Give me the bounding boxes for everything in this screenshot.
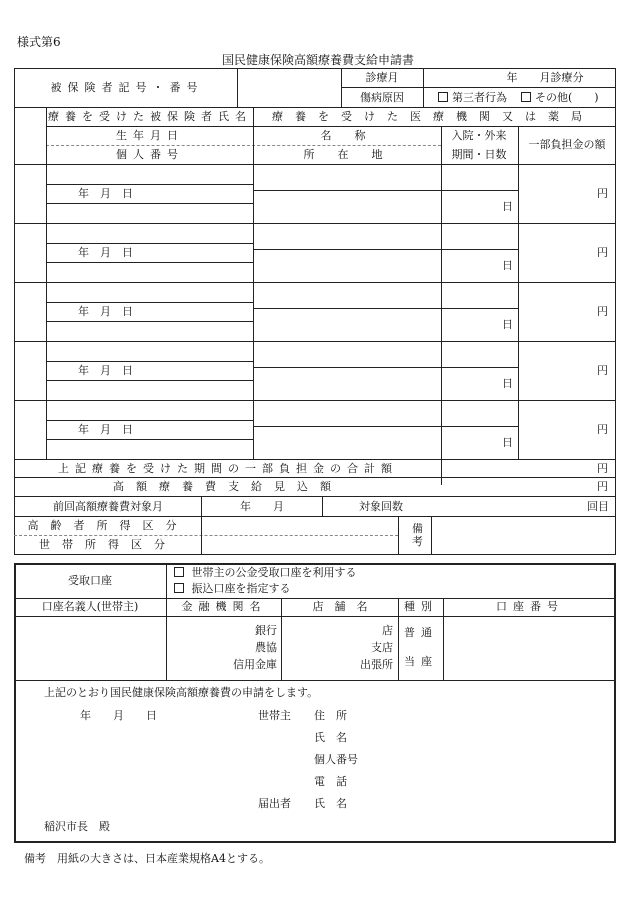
checkbox-icon bbox=[521, 92, 531, 102]
address-header: 所 在 地 bbox=[303, 148, 389, 161]
account-label: 受取口座 bbox=[68, 574, 112, 587]
third-party-label: 第三者行為 bbox=[452, 91, 507, 104]
institution-header: 療養を受けた医療機関又は薬局 bbox=[272, 110, 594, 123]
head-phone-label: 電 話 bbox=[314, 775, 347, 788]
expected-unit: 円 bbox=[597, 480, 608, 493]
public-account-option[interactable] bbox=[174, 567, 357, 579]
total-unit: 円 bbox=[597, 462, 608, 475]
application-statement: 上記のとおり国民健康保険高額療養費の申請をします。 bbox=[44, 686, 319, 699]
other-checkbox[interactable] bbox=[521, 92, 599, 104]
form-title: 国民健康保険高額療養費支給申請書 bbox=[221, 53, 415, 67]
row-yen-unit: 円 bbox=[597, 423, 608, 436]
transfer-account-option[interactable] bbox=[174, 583, 291, 595]
other-label: その他( ) bbox=[535, 91, 599, 104]
head-of-household-label: 世帯主 bbox=[258, 709, 291, 722]
account-number-label: 口座番号 bbox=[496, 600, 564, 613]
previous-month-label: 前回高額療養費対象月 bbox=[53, 500, 163, 513]
remarks-label: 備考 bbox=[412, 522, 423, 548]
copay-header: 一部負担金の額 bbox=[528, 138, 606, 151]
institution-name-label: 金融機関名 bbox=[181, 600, 267, 613]
insured-number-field[interactable] bbox=[238, 69, 341, 107]
total-copay-label: 上記療養を受けた期間の一部負担金の合計額 bbox=[58, 462, 398, 475]
form-number: 様式第6 bbox=[17, 35, 61, 49]
row-days-unit: 日 bbox=[502, 318, 513, 331]
expected-amount-label: 高額療養費支給見込額 bbox=[113, 480, 343, 493]
period-days-header: 期間・日数 bbox=[451, 148, 507, 161]
count-label: 対象回数 bbox=[359, 500, 403, 513]
row-yen-unit: 円 bbox=[597, 364, 608, 377]
cause-label: 傷病原因 bbox=[360, 91, 404, 104]
agri-suffix: 農協 bbox=[255, 641, 277, 654]
row-days-unit: 日 bbox=[502, 200, 513, 213]
application-date: 年 月 日 bbox=[80, 709, 157, 722]
applicant-name-label: 氏 名 bbox=[314, 797, 347, 810]
row-yen-unit: 円 bbox=[597, 305, 608, 318]
account-type-label: 種別 bbox=[404, 600, 438, 613]
birth-date-header: 生年月日 bbox=[116, 129, 184, 142]
personal-number-header: 個人番号 bbox=[116, 148, 184, 161]
addressee: 稲沢市長 殿 bbox=[44, 820, 110, 833]
row-days-unit: 日 bbox=[502, 259, 513, 272]
store-suffix: 店 bbox=[382, 624, 393, 637]
third-party-checkbox[interactable] bbox=[438, 92, 507, 104]
row-days-unit: 日 bbox=[502, 377, 513, 390]
current-type[interactable]: 当座 bbox=[404, 655, 438, 668]
head-personal-number-label: 個人番号 bbox=[314, 753, 358, 766]
checkbox-icon bbox=[438, 92, 448, 102]
applicant-label: 届出者 bbox=[258, 797, 291, 810]
bank-suffix: 銀行 bbox=[255, 624, 277, 637]
office-suffix: 出張所 bbox=[360, 658, 393, 671]
checkbox-icon bbox=[174, 567, 184, 577]
treatment-month-label: 診療月 bbox=[365, 71, 399, 84]
row-yen-unit: 円 bbox=[597, 187, 608, 200]
branch-suffix: 支店 bbox=[371, 641, 393, 654]
treatment-month-value: 年 月診療分 bbox=[506, 71, 584, 84]
public-account-label: 世帯主の公金受取口座を利用する bbox=[191, 566, 357, 579]
footnote: 備考 用紙の大きさは、日本産業規格A4とする。 bbox=[24, 852, 270, 865]
inout-header: 入院・外来 bbox=[451, 129, 507, 142]
elderly-income-label: 高齢者所得区分 bbox=[27, 519, 189, 532]
row-days-unit: 日 bbox=[502, 436, 513, 449]
head-address-label: 住 所 bbox=[314, 709, 347, 722]
head-name-label: 氏 名 bbox=[314, 731, 347, 744]
previous-month-value: 年 月 bbox=[240, 500, 284, 513]
branch-name-label: 店 舗 名 bbox=[312, 600, 368, 613]
insured-number-label: 被保険者記号・番号 bbox=[50, 81, 204, 94]
credit-suffix: 信用金庫 bbox=[233, 658, 277, 671]
transfer-account-label: 振込口座を指定する bbox=[191, 582, 291, 595]
ordinary-type[interactable]: 普通 bbox=[404, 626, 438, 639]
count-unit: 回目 bbox=[587, 500, 609, 513]
row-date: 年 月 日 bbox=[78, 364, 133, 377]
row-date: 年 月 日 bbox=[78, 187, 133, 200]
checkbox-icon bbox=[174, 583, 184, 593]
household-income-label: 世帯所得区分 bbox=[39, 538, 177, 551]
account-holder-label: 口座名義人(世帯主) bbox=[41, 600, 139, 613]
row-date: 年 月 日 bbox=[78, 423, 133, 436]
row-yen-unit: 円 bbox=[597, 246, 608, 259]
row-date: 年 月 日 bbox=[78, 246, 133, 259]
patient-name-header: 療養を受けた被保険者氏名 bbox=[48, 110, 252, 123]
row-date: 年 月 日 bbox=[78, 305, 133, 318]
name-header: 名 称 bbox=[320, 129, 372, 142]
